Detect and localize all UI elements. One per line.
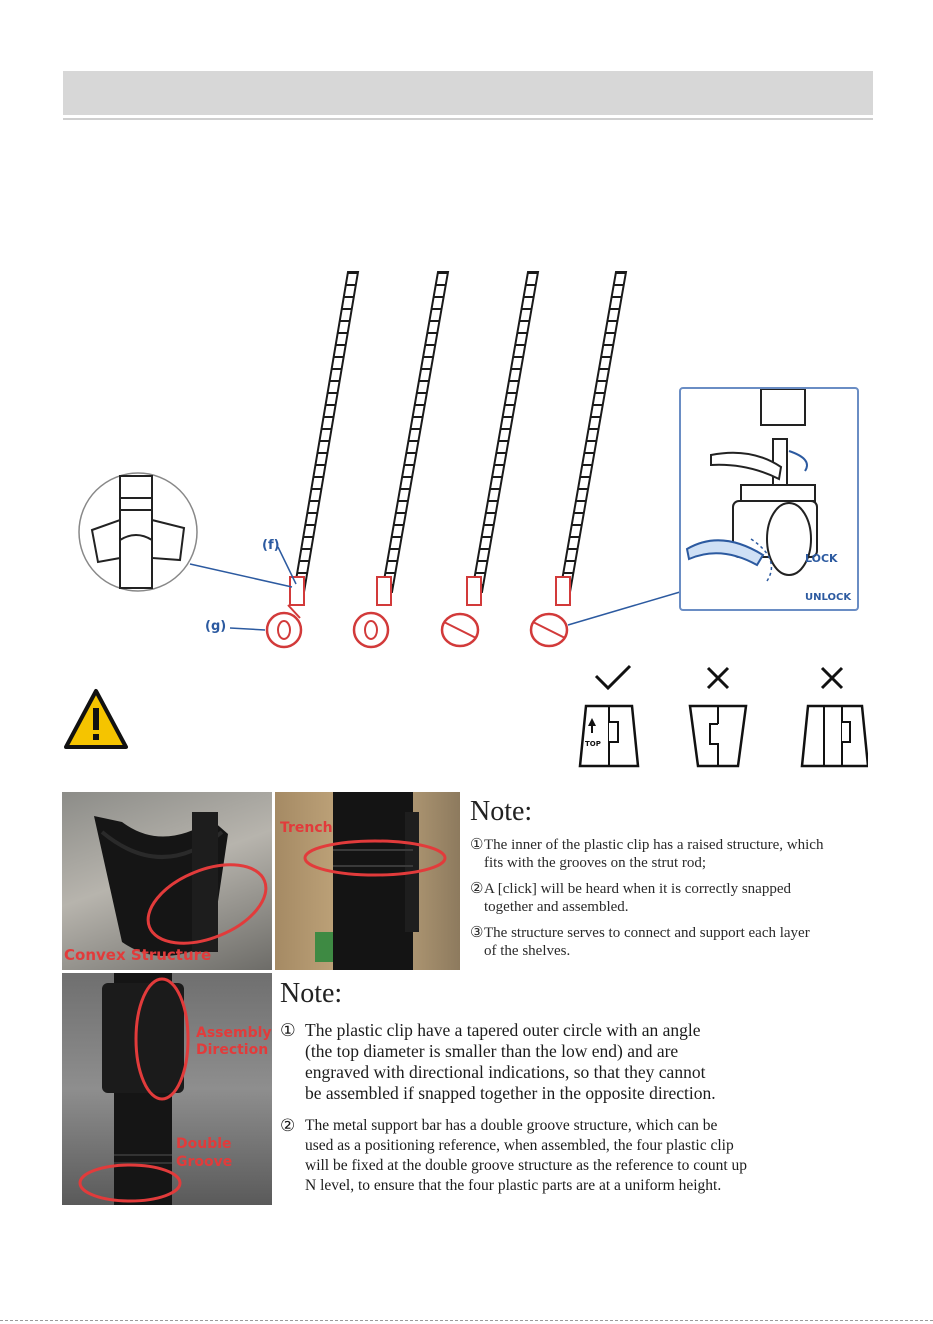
double-label-line2: Groove <box>176 1154 233 1170</box>
note-2-item-1: ① The plastic clip have a tapered outer circle with an angle (the top diameter is smaller than the low end) and are engraved with directional indications, so that they cannot be assembled if snapped together in the opposite direction. <box>280 1020 716 1103</box>
unlock-label: UNLOCK <box>805 592 852 603</box>
leader-line-f <box>278 547 296 584</box>
pole-3 <box>442 272 538 646</box>
note-2-title: Note: <box>280 978 343 1009</box>
clip-orientation-guide <box>578 662 868 770</box>
convex-structure-label: Convex Structure <box>64 946 212 964</box>
note-1-title: Note: <box>470 796 533 827</box>
cross-icon <box>708 668 728 688</box>
clip-detail-circle <box>76 470 200 594</box>
photo-convex-structure <box>62 792 272 970</box>
assembly-label-line2: Direction <box>196 1042 269 1058</box>
section-header-bar <box>63 71 873 115</box>
label-f: (f) <box>262 538 280 553</box>
leader-line-caster <box>568 592 680 625</box>
note-1-item-3: ③ The structure serves to connect and support each layer of the shelves. <box>470 925 810 959</box>
label-g: (g) <box>205 619 227 634</box>
trench-label: Trench <box>280 820 333 836</box>
pole-2 <box>354 272 448 647</box>
wrong-orientation-2 <box>802 668 868 766</box>
photo-assembly-direction <box>62 973 272 1205</box>
assembly-direction-label <box>196 1025 272 1059</box>
pole-4 <box>531 272 626 646</box>
assembly-label-line1: Assembly <box>196 1025 272 1041</box>
note-2 <box>280 978 870 1196</box>
note-1 <box>470 796 870 960</box>
check-icon <box>596 666 630 688</box>
wrong-orientation-1 <box>690 668 746 766</box>
warning-icon <box>63 688 129 750</box>
correct-orientation <box>580 666 638 766</box>
page-bottom-edge <box>0 1320 933 1321</box>
photo-trench <box>275 792 460 970</box>
leader-line-g <box>230 628 265 630</box>
top-label: TOP <box>585 740 601 748</box>
leader-line-clip <box>190 564 292 587</box>
lock-label: LOCK <box>805 552 838 565</box>
caster-illustration <box>681 389 857 609</box>
pole-1 <box>267 272 358 647</box>
header-divider <box>63 118 873 120</box>
note-2-item-2: ② The metal support bar has a double groove structure, which can be used as a positioning reference, when assembled, the four plastic clip will be fixed at the double groove structure as the reference to count up N level, to ensure that the four plastic parts are at a uniform height. <box>280 1116 748 1194</box>
double-label-line1: Double <box>176 1136 232 1152</box>
note-1-item-2: ② A [click] will be heard when it is correctly snapped together and assembled. <box>470 881 791 915</box>
double-groove-label <box>176 1135 232 1171</box>
cross-icon <box>822 668 842 688</box>
caster-detail-box <box>679 387 859 611</box>
note-1-item-1: ① The inner of the plastic clip has a raised structure, which fits with the grooves on the strut rod; <box>470 837 824 871</box>
